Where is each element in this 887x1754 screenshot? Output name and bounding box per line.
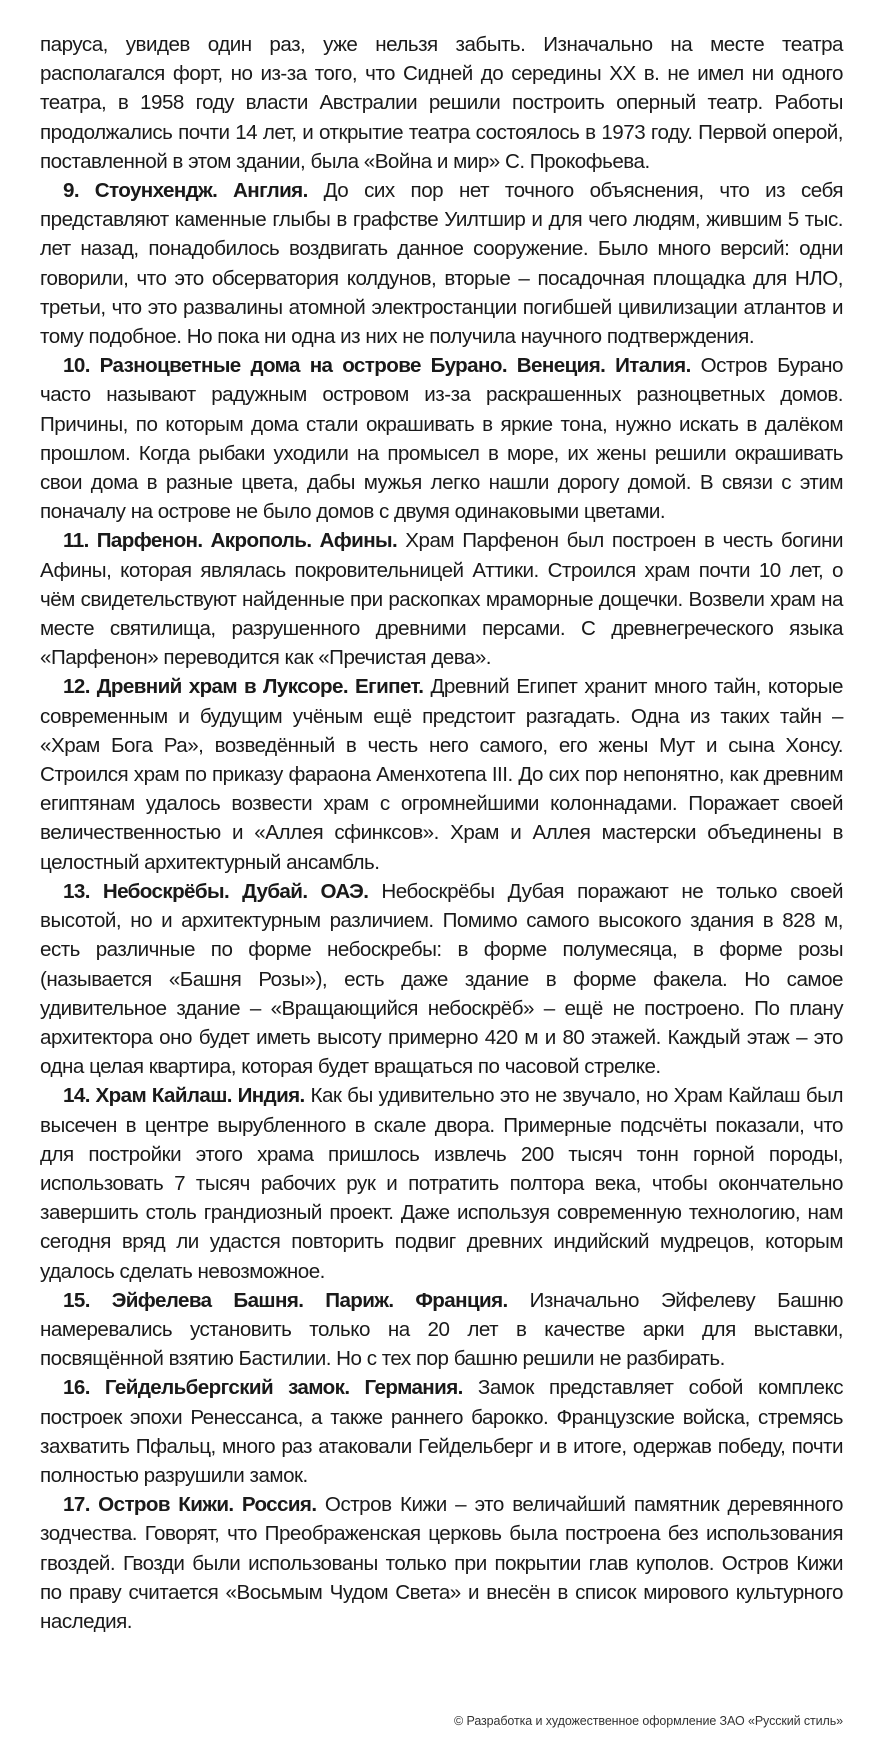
entry-title: 16. Гейдельбергский замок. Германия. bbox=[63, 1376, 463, 1400]
entry-text: Как бы удивительно это не звучало, но Храм Кайлаш был высечен в центре вырубленного в скале двора. Примерные подсчёты показали, что для постройки этого храма пришлось извлечь 200 тысяч тонн горной породы, использовать 7 тысяч рабочих рук и потратить полтора века, чтобы окончательно завершить столь грандиозный проект. Даже используя современную технологию, нам сегодня вряд ли удастся повторить подвиг древних индийский мудрецов, которым удалось сделать невозможное. bbox=[40, 1084, 844, 1283]
copyright-footer: © Разработка и художественное оформление ЗАО «Русский стиль» bbox=[454, 1714, 843, 1728]
entry-text: Остров Кижи – это величайший памятник деревянного зодчества. Говорят, что Преображенская церковь была построена без использования гвоздей. Гвозди были использованы только при покрытии глав куполов. Остров Кижи по праву считается «Восьмым Чудом Света» и внесён в список мирового культурного наследия. bbox=[40, 1493, 843, 1633]
entry-10-burano bbox=[40, 351, 843, 526]
entry-text: Остров Бурано часто называют радужным островом из-за раскрашенных разноцветных домов. Причины, по которым дома стали окрашивать в яркие тона, нужно искать в далёком прошлом. Когда рыбаки уходили на промысел в море, их жены решили окрашивать свои дома в разные цвета, дабы мужья легко нашли дорогу домой. В связи с этим поначалу на острове не было домов с двумя одинаковыми цветами. bbox=[40, 354, 843, 524]
entry-text: Храм Парфенон был построен в честь богини Афины, которая являлась покровительницей Аттики. Строился храм почти 10 лет, о чём свидетельствуют найденные при раскопках мраморные дощечки. Возвели храм на месте святилища, разрушенного древними персами. С древнегреческого языка «Парфенон» переводится как «Пречистая дева». bbox=[40, 529, 843, 670]
entry-title: 17. Остров Кижи. Россия. bbox=[63, 1493, 317, 1517]
entry-12-luxor bbox=[40, 672, 843, 876]
article-body bbox=[40, 30, 843, 1636]
entry-text: Изначально Эйфелеву Башню намеревались установить только на 20 лет в качестве арки для выставки, посвящённой взятию Бастилии. Но с тех пор башню решили не разбирать. bbox=[40, 1288, 843, 1371]
entry-title: 10. Разноцветные дома на острове Бурано. Венеция. Италия. bbox=[63, 354, 691, 378]
entry-16-heidelberg bbox=[40, 1373, 843, 1490]
entry-title: 11. Парфенон. Акрополь. Афины. bbox=[63, 529, 398, 553]
entry-15-eiffel bbox=[40, 1286, 843, 1374]
intro-paragraph: паруса, увидев один раз, уже нельзя забыть. Изначально на месте театра располагался форт, но из-за того, что Сидней до середины XX в. не имел ни одного театра, в 1958 году власти Австралии решили построить оперный театр. Работы продолжались почти 14 лет, и открытие театра состоялось в 1973 году. Первой оперой, поставленной в этом здании, была «Война и мир» С. Прокофьева. bbox=[40, 33, 843, 173]
entry-text: Древний Египет хранит много тайн, которые современным и будущим учёным ещё предстоит разгадать. Одна из таких тайн – «Храм Бога Ра», возведённый в честь него самого, его жены Мут и сына Хонсу. Строился храм по приказу фараона Аменхотепа III. До сих пор непонятно, как древним египтянам удалось возвести храм с огромнейшими колоннадами. Поражает своей величественностью и «Аллея сфинксов». Храм и Аллея мастерски объединены в целостный архитектурный ансамбль. bbox=[40, 675, 843, 874]
entry-14-kailash bbox=[40, 1081, 843, 1285]
entry-11-parthenon bbox=[40, 526, 843, 672]
entry-13-dubai bbox=[40, 877, 843, 1081]
entry-9-stonehenge bbox=[40, 176, 843, 351]
entry-title: 14. Храм Кайлаш. Индия. bbox=[63, 1084, 305, 1108]
entry-text: Замок представляет собой комплекс построек эпохи Ренессанса, а также раннего барокко. Французские войска, стремясь захватить Пфальц, много раз атаковали Гейдельберг и в итоге, одержав победу, почти полностью разрушили замок. bbox=[40, 1376, 843, 1487]
entry-title: 9. Стоунхендж. Англия. bbox=[63, 179, 308, 203]
entry-text: Небоскрёбы Дубая поражают не только своей высотой, но и архитектурным различием. Помимо самого высокого здания в 828 м, есть различные по форме небоскребы: в форме полумесяца, в форме розы (называется «Башня Розы»), есть даже здание в форме факела. Но самое удивительное здание – «Вращающийся небоскрёб» – ещё не построено. По плану архитектора оно будет иметь высоту примерно 420 м и 80 этажей. Каждый этаж – это одна целая квартира, которая будет вращаться по часовой стрелке. bbox=[40, 879, 843, 1079]
entry-title: 12. Древний храм в Луксоре. Египет. bbox=[63, 675, 424, 699]
entry-17-kizhi bbox=[40, 1490, 843, 1636]
entry-title: 15. Эйфелева Башня. Париж. Франция. bbox=[63, 1288, 508, 1312]
entry-text: До сих пор нет точного объяснения, что из себя представляют каменные глыбы в графстве Уилтшир и для чего людям, жившим 5 тыс. лет назад, понадобилось воздвигать данное сооружение. Было много версий: одни говорили, что это обсерватория колдунов, вторые – посадочная площадка для НЛО, третьи, что это развалины атомной электростанции погибшей цивилизации атлантов и тому подобное. Но пока ни одна из них не получила научного подтверждения. bbox=[40, 179, 843, 349]
entry-title: 13. Небоскрёбы. Дубай. ОАЭ. bbox=[63, 879, 369, 903]
